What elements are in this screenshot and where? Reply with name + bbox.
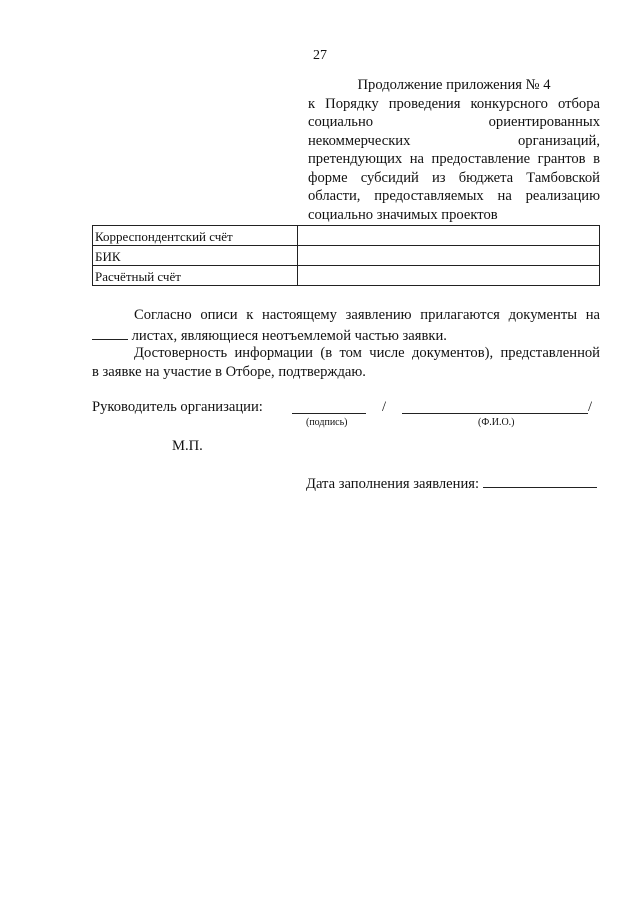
confirmation-paragraph xyxy=(92,344,600,382)
signature-line[interactable] xyxy=(292,398,366,414)
confirmation-line-2: в заявке на участие в Отборе, подтверждаю. xyxy=(92,364,366,380)
appendix-line: социально ориентированных xyxy=(308,114,600,130)
signature-hint: (подпись) xyxy=(306,417,348,428)
appendix-line: форме субсидий из бюджета Тамбовской xyxy=(308,169,600,186)
confirmation-line-1: Достоверность информации (в том числе документов), представленной xyxy=(134,345,600,361)
date-line[interactable] xyxy=(483,473,597,488)
table-row xyxy=(93,246,600,266)
sheet-count-blank[interactable] xyxy=(92,325,128,340)
bik-label: БИК xyxy=(93,246,298,266)
appendix-line: социально значимых проектов xyxy=(308,206,498,223)
date-label: Дата заполнения заявления: xyxy=(306,476,480,492)
appendix-body xyxy=(308,95,600,225)
date-row xyxy=(306,473,602,493)
appendix-title: Продолжение приложения № 4 xyxy=(357,77,551,93)
full-name-slash: / xyxy=(588,399,593,415)
appendix-line: претендующих на предоставление грантов в xyxy=(308,151,600,167)
full-name-hint: (Ф.И.О.) xyxy=(478,417,515,428)
bank-details-table xyxy=(92,225,600,286)
appendix-line: к Порядку проведения конкурсного отбора xyxy=(308,95,600,112)
signature-label: Руководитель организации: xyxy=(92,399,263,415)
attachments-paragraph xyxy=(92,306,600,346)
appendix-line: некоммерческих организаций, xyxy=(308,132,600,149)
settlement-account-value[interactable] xyxy=(298,266,600,286)
table-row xyxy=(93,266,600,286)
signature-slash: / xyxy=(382,399,387,415)
bik-value[interactable] xyxy=(298,246,600,266)
correspondent-account-value[interactable] xyxy=(298,226,600,246)
appendix-line: области, предоставляемых на реализацию xyxy=(308,188,600,204)
attachments-line-1: Согласно описи к настоящему заявлению прилагаются документы на xyxy=(134,307,600,323)
page-number: 27 xyxy=(313,48,327,63)
appendix-header xyxy=(308,76,600,224)
attachments-line-2-text: листах, являющиеся неотъемлемой частью заявки. xyxy=(128,328,447,344)
stamp-place: М.П. xyxy=(172,438,203,454)
full-name-line[interactable] xyxy=(402,398,588,414)
correspondent-account-label: Корреспондентский счёт xyxy=(93,226,298,246)
attachments-line-2 xyxy=(92,325,600,346)
settlement-account-label: Расчётный счёт xyxy=(93,266,298,286)
table-row xyxy=(93,226,600,246)
